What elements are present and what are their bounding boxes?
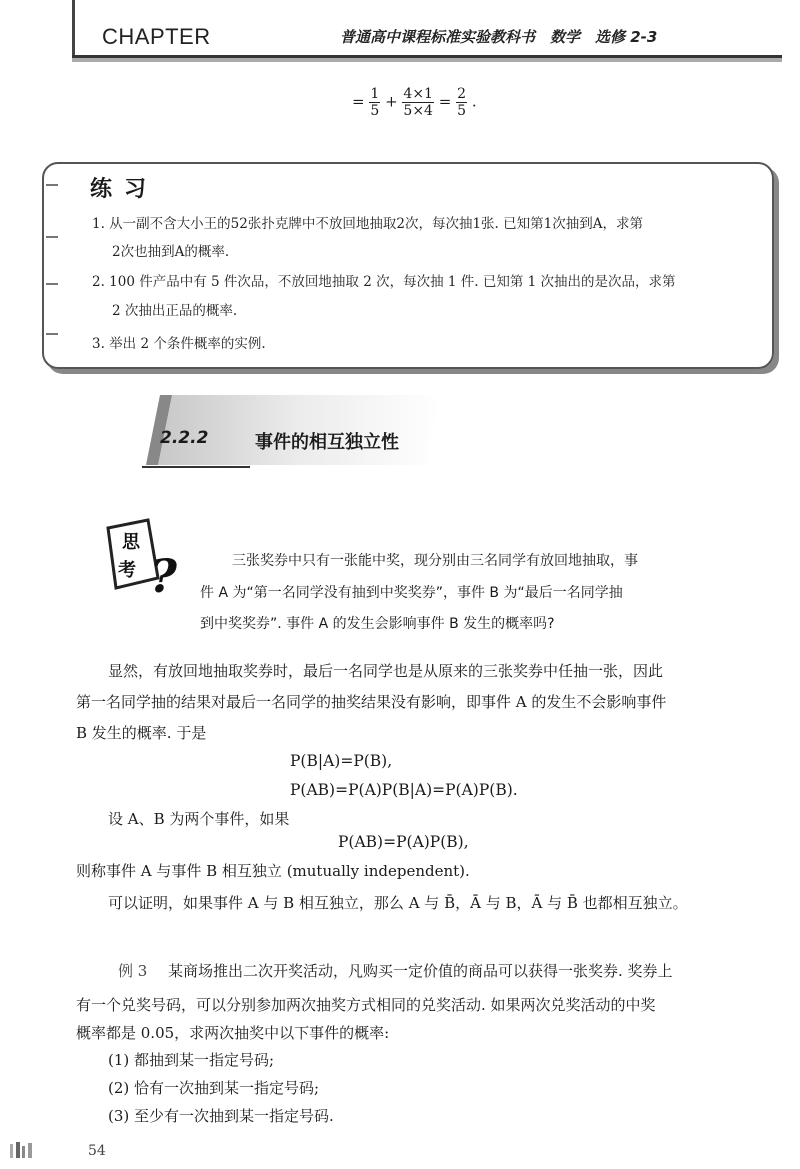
example-line-3: 概率都是 0.05，求两次抽奖中以下事件的概率: [76, 1024, 390, 1042]
body-p4: 可以证明，如果事件 A 与 B 相互独立，那么 A 与 B̄，Ā 与 B，Ā 与 B̄ 也都相互独立。 [108, 894, 688, 912]
margin-tick [46, 333, 58, 335]
formula-eq: = [352, 92, 365, 111]
think-badge-icon [102, 518, 184, 598]
formula-end: . [471, 92, 477, 111]
fraction-1: $\frac{1}{5}$ [370, 86, 380, 119]
page-number: 54 [88, 1143, 106, 1159]
think-line-2: 件 A 为“第一名同学没有抽到中奖奖券”，事件 B 为“最后一名同学抽 [200, 585, 623, 601]
practice-line-4: 2 次抽出正品的概率. [112, 303, 238, 319]
top-formula [352, 86, 477, 119]
svg-text:?: ? [150, 549, 177, 598]
svg-text:思: 思 [122, 532, 140, 553]
formula-plus: + [385, 92, 398, 111]
example-item-2: (2) 恰有一次抽到某一指定号码; [108, 1079, 320, 1097]
margin-tick [46, 184, 58, 186]
think-line-1: 三张奖券中只有一张能中奖，现分别由三名同学有放回地抽取，事 [232, 553, 638, 569]
example-label: 例 3 [118, 962, 148, 980]
chapter-label: CHAPTER [102, 24, 211, 49]
example-item-1: (1) 都抽到某一指定号码; [108, 1051, 275, 1069]
body-p1-line-1: 显然，有放回地抽取奖券时，最后一名同学也是从原来的三张奖券中任抽一张，因此 [108, 662, 664, 680]
practice-title: 练习 [90, 177, 159, 202]
think-line-3: 到中奖奖券”. 事件 A 的发生会影响事件 B 发生的概率吗? [200, 616, 555, 632]
practice-line-1: 1. 从一副不含大小王的52张扑克牌中不放回地抽取2次，每次抽1张. 已知第1次抽到A，求第 [92, 216, 643, 232]
practice-line-2: 2次也抽到A的概率. [112, 244, 230, 260]
body-p1-line-2: 第一名同学抽的结果对最后一名同学的抽奖结果没有影响，即事件 A 的发生不会影响事件 [76, 693, 667, 711]
margin-tick [46, 236, 58, 238]
section-number: 2.2.2 [160, 428, 209, 448]
example-line-1: 某商场推出二次开奖活动，凡购买一定价值的商品可以获得一张奖券. 奖券上 [168, 962, 673, 980]
body-p2: 设 A、B 为两个事件，如果 [108, 810, 290, 828]
fraction-3: $\frac{2}{5}$ [457, 86, 467, 119]
body-p3: 则称事件 A 与事件 B 相互独立 (mutually independent). [76, 862, 470, 880]
margin-tick [46, 283, 58, 285]
fraction-2: $\frac{4\times 1}{5\times 4}$ [403, 86, 433, 119]
practice-line-3: 2. 100 件产品中有 5 件次品，不放回地抽取 2 次，每次抽 1 件. 已知第 1 次抽出的是次品，求第 [92, 274, 676, 290]
example-item-3: (3) 至少有一次抽到某一指定号码. [108, 1107, 334, 1125]
equation-1: P(B|A)=P(B), [290, 752, 393, 770]
practice-line-5: 3. 举出 2 个条件概率的实例. [92, 336, 266, 352]
header-rule-vertical [72, 0, 75, 58]
equation-3: P(AB)=P(A)P(B), [338, 833, 469, 851]
header-rule-shadow [72, 58, 782, 62]
equation-2: P(AB)=P(A)P(B|A)=P(A)P(B). [290, 781, 518, 799]
book-title: 普通高中课程标准实验教科书 数学 选修 2-3 [340, 28, 658, 46]
margin-mark-icon [8, 1140, 36, 1160]
svg-text:考: 考 [118, 560, 136, 581]
body-p1-line-3: B 发生的概率. 于是 [76, 724, 207, 742]
formula-eq2: = [438, 92, 452, 111]
section-title: 事件的相互独立性 [255, 432, 399, 453]
example-line-2: 有一个兑奖号码，可以分别参加两次抽奖方式相同的兑奖活动. 如果两次兑奖活动的中奖 [76, 996, 656, 1014]
